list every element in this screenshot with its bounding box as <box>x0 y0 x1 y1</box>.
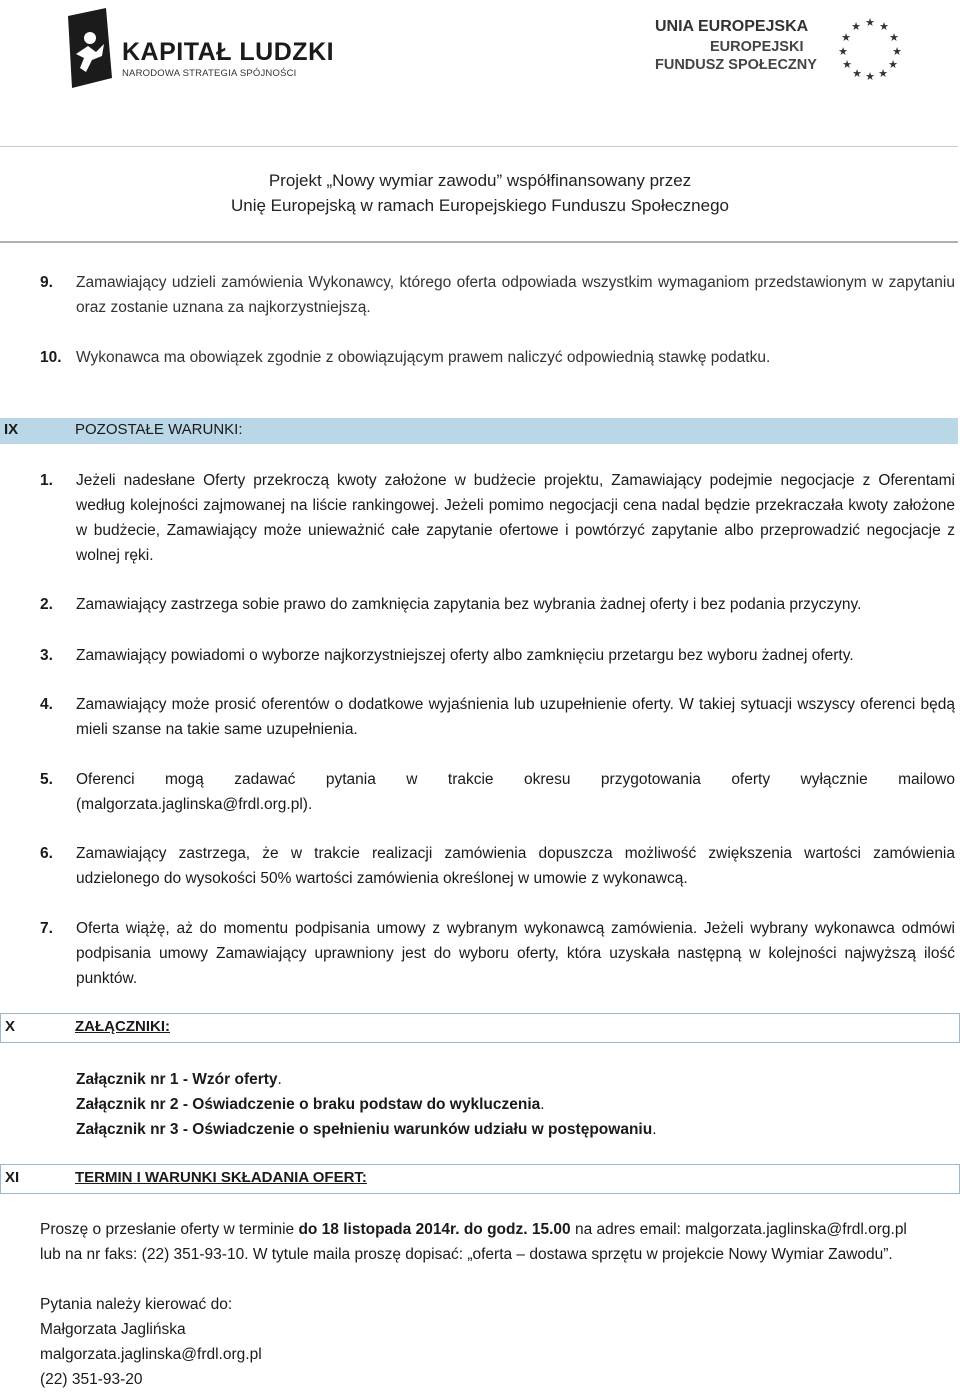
svg-text:★: ★ <box>842 58 852 71</box>
attachment-2-suffix: . <box>540 1096 545 1113</box>
contact-phone: (22) 351-93-20 <box>40 1371 143 1388</box>
svg-text:★: ★ <box>892 45 902 58</box>
attachment-3-label: Załącznik nr 3 - Oświadczenie o spełnieniu warunków udziału w postępowaniu <box>76 1121 653 1138</box>
contact-email[interactable]: malgorzata.jaglinska@frdl.org.pl <box>40 1346 262 1363</box>
svg-text:★: ★ <box>852 67 862 80</box>
ix-item-3-number: 3. <box>40 647 53 664</box>
contact-name: Małgorzata Jaglińska <box>40 1321 186 1338</box>
ix-item-4-number: 4. <box>40 696 53 713</box>
attachment-3-suffix: . <box>652 1121 657 1138</box>
deadline-paragraph <box>40 1217 958 1242</box>
project-title <box>0 168 960 218</box>
svg-text:★: ★ <box>851 20 861 33</box>
deadline-text-part1: Proszę o przesłanie oferty w terminie <box>40 1221 299 1238</box>
logo-left-subtitle: NARODOWA STRATEGIA SPÓJNOŚCI <box>122 68 297 79</box>
kapital-ludzki-emblem-icon <box>62 8 120 92</box>
ix-item-7-text: Oferta wiążę, aż do momentu podpisania umowy z wybranym wykonawcą zamówienia. Jeżeli wybrany wykonawca odmówi podpisania umowy Zamawiający uprawniony jest do wyboru oferty, która uzyskała następną w kolejności najwyższą ilość punktów. <box>76 920 955 987</box>
svg-text:★: ★ <box>888 58 898 71</box>
item-10-number: 10. <box>40 349 62 366</box>
logo-right-line2: EUROPEJSKI <box>710 39 804 55</box>
eu-logo <box>655 18 915 88</box>
svg-text:★: ★ <box>878 67 888 80</box>
ix-item-2-text: Zamawiający zastrzega sobie prawo do zamknięcia zapytania bez wybrania żadnej oferty i bez podania przyczyny. <box>76 596 862 613</box>
section-ix-title: POZOSTAŁE WARUNKI: <box>75 421 243 438</box>
attachment-2 <box>76 1092 545 1117</box>
section-ix-header <box>0 418 958 444</box>
svg-text:★: ★ <box>865 70 875 83</box>
project-line2: Unię Europejską w ramach Europejskiego Funduszu Społecznego <box>230 196 729 215</box>
logo-right-line3: FUNDUSZ SPOŁECZNY <box>655 57 817 73</box>
eu-stars-icon <box>835 14 905 84</box>
deadline-date: do 18 listopada 2014r. do godz. 15.00 <box>298 1221 571 1238</box>
deadline-text-part2: na adres email: malgorzata.jaglinska@frdl.org.pl <box>570 1221 907 1238</box>
header-divider <box>0 146 958 147</box>
svg-text:★: ★ <box>838 45 848 58</box>
section-x-title: ZAŁĄCZNIKI: <box>75 1018 170 1035</box>
svg-text:★: ★ <box>865 16 875 29</box>
item-10-text: Wykonawca ma obowiązek zgodnie z obowiązującym prawem naliczyć odpowiednią stawkę podatku. <box>76 349 771 366</box>
ix-item-7-number: 7. <box>40 920 53 937</box>
attachment-1 <box>76 1067 282 1092</box>
ix-item-4-text: Zamawiający może prosić oferentów o dodatkowe wyjaśnienia lub uzupełnienie oferty. W takiej sytuacji wszyscy oferenci będą mieli szanse na takie same uzupełnienia. <box>76 696 955 738</box>
attachment-3 <box>76 1117 657 1142</box>
section-x-header <box>0 1013 960 1043</box>
attachment-2-label: Załącznik nr 2 - Oświadczenie o braku podstaw do wykluczenia <box>76 1096 541 1113</box>
ix-item-2-number: 2. <box>40 596 53 613</box>
section-xi-title: TERMIN I WARUNKI SKŁADANIA OFERT: <box>75 1169 367 1186</box>
item-9-text: Zamawiający udzieli zamówienia Wykonawcy, którego oferta odpowiada wszystkim wymaganiom przedstawionym w zapytaniu oraz zostanie uznana za najkorzystniejszą. <box>76 274 955 316</box>
svg-text:★: ★ <box>879 20 889 33</box>
ix-item-6-text: Zamawiający zastrzega, że w trakcie realizacji zamówienia dopuszcza możliwość zwiększenia wartości zamówienia udzielonego do wysokości 50% wartości zamówienia określonej w umowie z wykonawcą. <box>76 845 955 887</box>
svg-text:★: ★ <box>841 31 851 44</box>
section-xi-number: XI <box>5 1169 20 1186</box>
section-ix-number: IX <box>4 421 19 438</box>
ix-item-5-number: 5. <box>40 771 53 788</box>
project-line1: Projekt „Nowy wymiar zawodu” współfinansowany przez <box>268 171 692 190</box>
contact-block <box>40 1292 262 1392</box>
ix-item-3-text: Zamawiający powiadomi o wyborze najkorzystniejszej oferty albo zamknięciu przetargu bez wyboru żadnej oferty. <box>76 647 854 664</box>
kapital-ludzki-logo <box>62 8 335 92</box>
logo-left-title: KAPITAŁ LUDZKI <box>122 38 335 66</box>
ix-item-1-number: 1. <box>40 472 53 489</box>
svg-text:★: ★ <box>889 31 899 44</box>
ix-item-5-line2: (malgorzata.jaglinska@frdl.org.pl). <box>76 796 313 813</box>
contact-label: Pytania należy kierować do: <box>40 1296 233 1313</box>
ix-item-1-text: Jeżeli nadesłane Oferty przekroczą kwoty założone w budżecie projektu, Zamawiający podejmie negocjacje z Oferentami według kolejności zajmowanej na liście rankingowej. Jeżeli pomimo negocjacji cena nadal będzie przekraczała kwoty założone w budżecie, Zamawiający może unieważnić całe zapytanie ofertowe i powtórzyć zapytanie albo przeprowadzić negocjacje z wolnej ręki. <box>76 472 955 564</box>
ix-item-6-number: 6. <box>40 845 53 862</box>
header-bottom-border <box>0 241 958 243</box>
section-x-number: X <box>5 1018 16 1035</box>
ix-item-5-line1: Oferenci mogą zadawać pytania w trakcie okresu przygotowania oferty wyłącznie mailowo <box>76 771 955 788</box>
logo-right-line1: UNIA EUROPEJSKA <box>655 18 809 35</box>
attachment-1-label: Załącznik nr 1 - Wzór oferty <box>76 1071 278 1088</box>
attachment-1-suffix: . <box>277 1071 282 1088</box>
section-xi-header <box>0 1164 960 1194</box>
item-9-number: 9. <box>40 274 53 291</box>
deadline-paragraph-line2: lub na nr faks: (22) 351-93-10. W tytule maila proszę dopisać: „oferta – dostawa sprzętu w projekcie Nowy Wymiar Zawodu”. <box>40 1246 893 1263</box>
